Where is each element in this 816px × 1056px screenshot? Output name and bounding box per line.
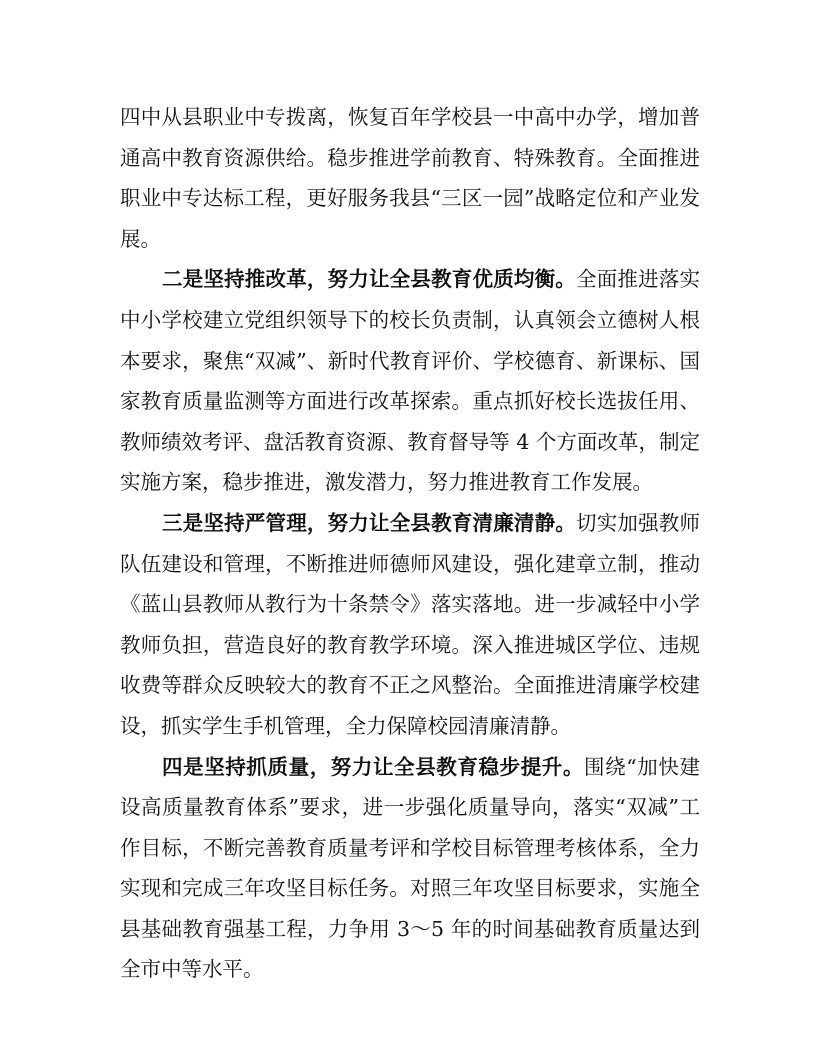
section-heading-management: 三是坚持严管理，努力让全县教育清廉清静。 — [162, 510, 576, 535]
section-body-quality: 围绕“加快建设高质量教育体系”要求，进一步强化质量导向，落实“双减”工作目标，不断完善教育质量考评和学校目标管理考核体系，全力实现和完成三年攻坚目标任务。对照三年攻坚目标要求，实施全县基础教育强基工程，力争用 3～5 年的时间基础教育质量达到全市中等水平。 — [120, 754, 700, 982]
section-heading-quality: 四是坚持抓质量，努力让全县教育稳步提升。 — [162, 754, 585, 779]
intro-paragraph: 四中从县职业中专拨离，恢复百年学校县一中高中办学，增加普通高中教育资源供给。稳步推进学前教育、特殊教育。全面推进职业中专达标工程，更好服务我县“三区一园”战略定位和产业发展。 — [120, 105, 700, 251]
section-paragraph-management — [120, 503, 700, 747]
section-heading-reform: 二是坚持推改革，努力让全县教育优质均衡。 — [162, 267, 576, 292]
document-body — [120, 97, 700, 990]
section-body-reform: 全面推进落实中小学校建立党组织领导下的校长负责制，认真领会立德树人根本要求，聚焦“双减”、新时代教育评价、学校德育、新课标、国家教育质量监测等方面进行改革探索。重点抓好校长选拔任用、教师绩效考评、盘活教育资源、教育督导等 4 个方面改革，制定实施方案，稳步推进，激发潜力，努力推进教育工作发展。 — [120, 267, 700, 495]
section-paragraph-reform — [120, 259, 700, 503]
section-body-management: 切实加强教师队伍建设和管理，不断推进师德师风建设，强化建章立制，推动《蓝山县教师从教行为十条禁令》落实落地。进一步减轻中小学教师负担，营造良好的教育教学环境。深入推进城区学位、违规收费等群众反映较大的教育不正之风整治。全面推进清廉学校建设，抓实学生手机管理，全力保障校园清廉清静。 — [120, 510, 700, 738]
section-paragraph-quality — [120, 747, 700, 991]
